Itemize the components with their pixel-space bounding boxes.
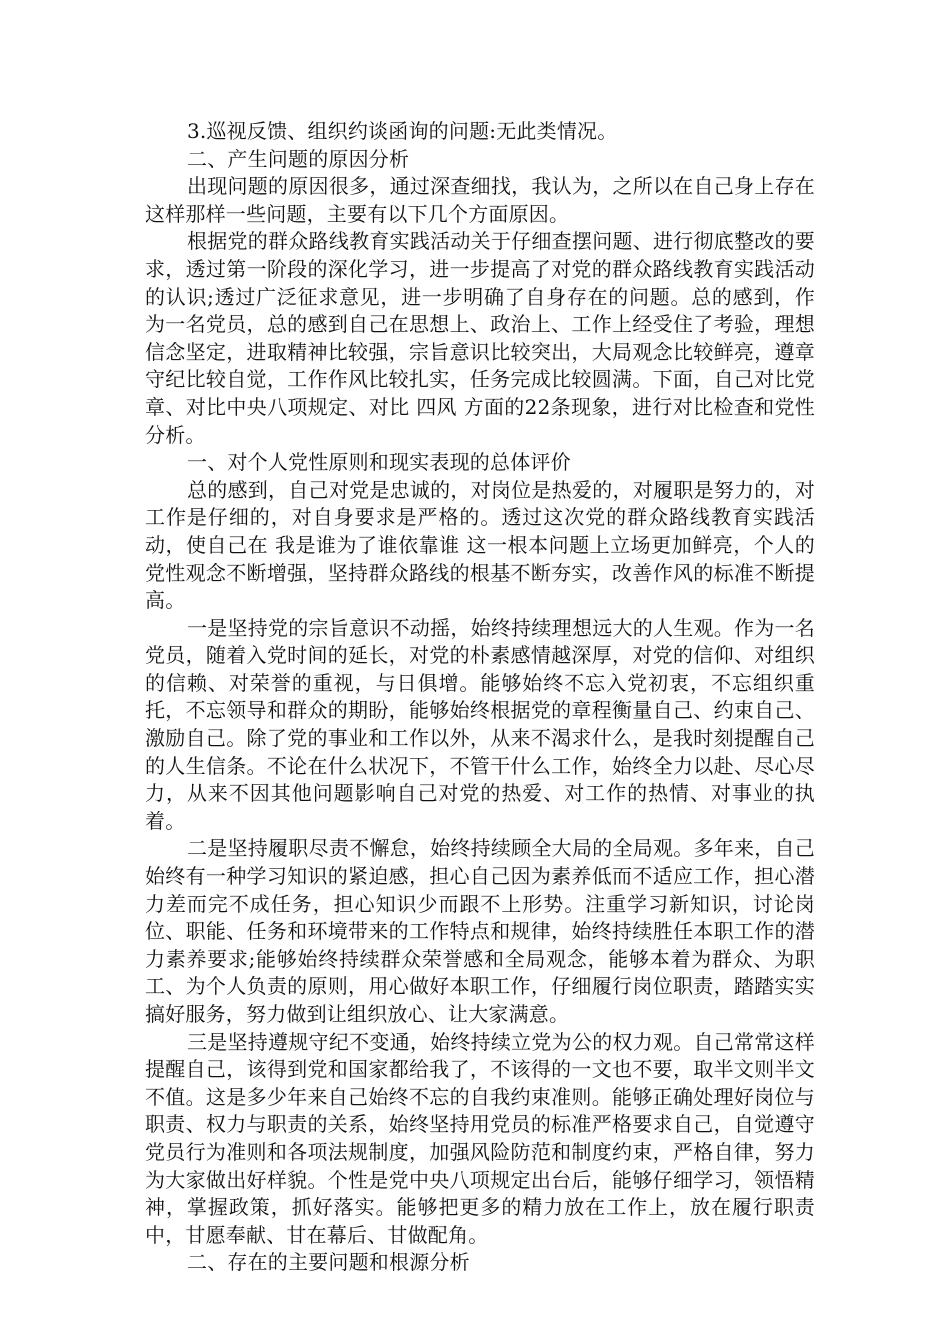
paragraph: 一是坚持党的宗旨意识不动摇，始终持续理想远大的人生观。作为一名党员，随着入党时间的延长，对党的朴素感情越深厚，对党的信仰、对组织的信赖、对荣誉的重视，与日俱增。能够始终不忘入党初衷，不忘组织重托，不忘领导和群众的期盼，能够始终根据党的章程衡量自己、约束自己、激励自己。除了党的事业和工作以外，从来不渴求什么，是我时刻提醒自己的人生信条。不论在什么状况下，不管干什么工作，始终全力以赴、尽心尽力，从来不因其他问题影响自己对党的热爱、对工作的热情、对事业的执着。 (145, 615, 815, 833)
paragraph: 二是坚持履职尽责不懈怠，始终持续顾全大局的全局观。多年来，自己始终有一种学习知识的紧迫感，担心自己因为素养低而不适应工作，担心潜力差而完不成任务，担心知识少而跟不上形势。注重学习新知识，讨论岗位、职能、任务和环境带来的工作特点和规律，始终持续胜任本职工作的潜力素养要求;能够始终持续群众荣誉感和全局观念，能够本着为群众、为职工、为个人负责的原则，用心做好本职工作，仔细履行岗位职责，踏踏实实搞好服务，努力做到让组织放心、让大家满意。 (145, 836, 815, 1026)
paragraph: 3.巡视反馈、组织约谈函询的问题:无此类情况。 (187, 119, 618, 143)
section-heading: 二、产生问题的原因分析 (187, 146, 410, 171)
paragraph: 根据党的群众路线教育实践活动关于仔细查摆问题、进行彻底整改的要求，透过第一阶段的深化学习，进一步提高了对党的群众路线教育实践活动的认识;透过广泛征求意见，进一步明确了自身存在的问题。总的感到，作为一名党员，总的感到自己在思想上、政治上、工作上经受住了考验，理想信念坚定，进取精神比较强，宗旨意识比较突出，大局观念比较鲜亮，遵章守纪比较自觉，工作作风比较扎实，任务完成比较圆满。下面，自己对比党章、对比中央八项规定、对比 四风 方面的22条现象，进行对比检查和党性分析。 (145, 229, 815, 447)
document-page (145, 118, 815, 1277)
section-heading: 二、存在的主要问题和根源分析 (187, 1250, 470, 1275)
paragraph: 总的感到，自己对党是忠诚的，对岗位是热爱的，对履职是努力的，对工作是仔细的，对自身要求是严格的。透过这次党的群众路线教育实践活动，使自己在 我是谁为了谁依靠谁 这一根本问题上立场更加鲜亮，个人的党性观念不断增强，坚持群众路线的根基不断夯实，改善作风的标准不断提高。 (145, 477, 815, 613)
paragraph: 三是坚持遵规守纪不变通，始终持续立党为公的权力观。自己常常这样提醒自己，该得到党和国家都给我了，不该得的一文也不要，取半文则半文不值。这是多少年来自己始终不忘的自我约束准则。能够正确处理好岗位与职责、权力与职责的关系，始终坚持用党员的标准严格要求自己，自觉遵守党员行为准则和各项法规制度，加强风险防范和制度约束，严格自律，努力为大家做出好样貌。个性是党中央八项规定出台后，能够仔细学习，领悟精神，掌握政策，抓好落实。能够把更多的精力放在工作上，放在履行职责中，甘愿奉献、甘在幕后、甘做配角。 (145, 1029, 815, 1247)
section-heading: 一、对个人党性原则和现实表现的总体评价 (187, 450, 571, 475)
paragraph: 出现问题的原因很多，通过深查细找，我认为，之所以在自己身上存在这样那样一些问题，主要有以下几个方面原因。 (145, 174, 815, 226)
